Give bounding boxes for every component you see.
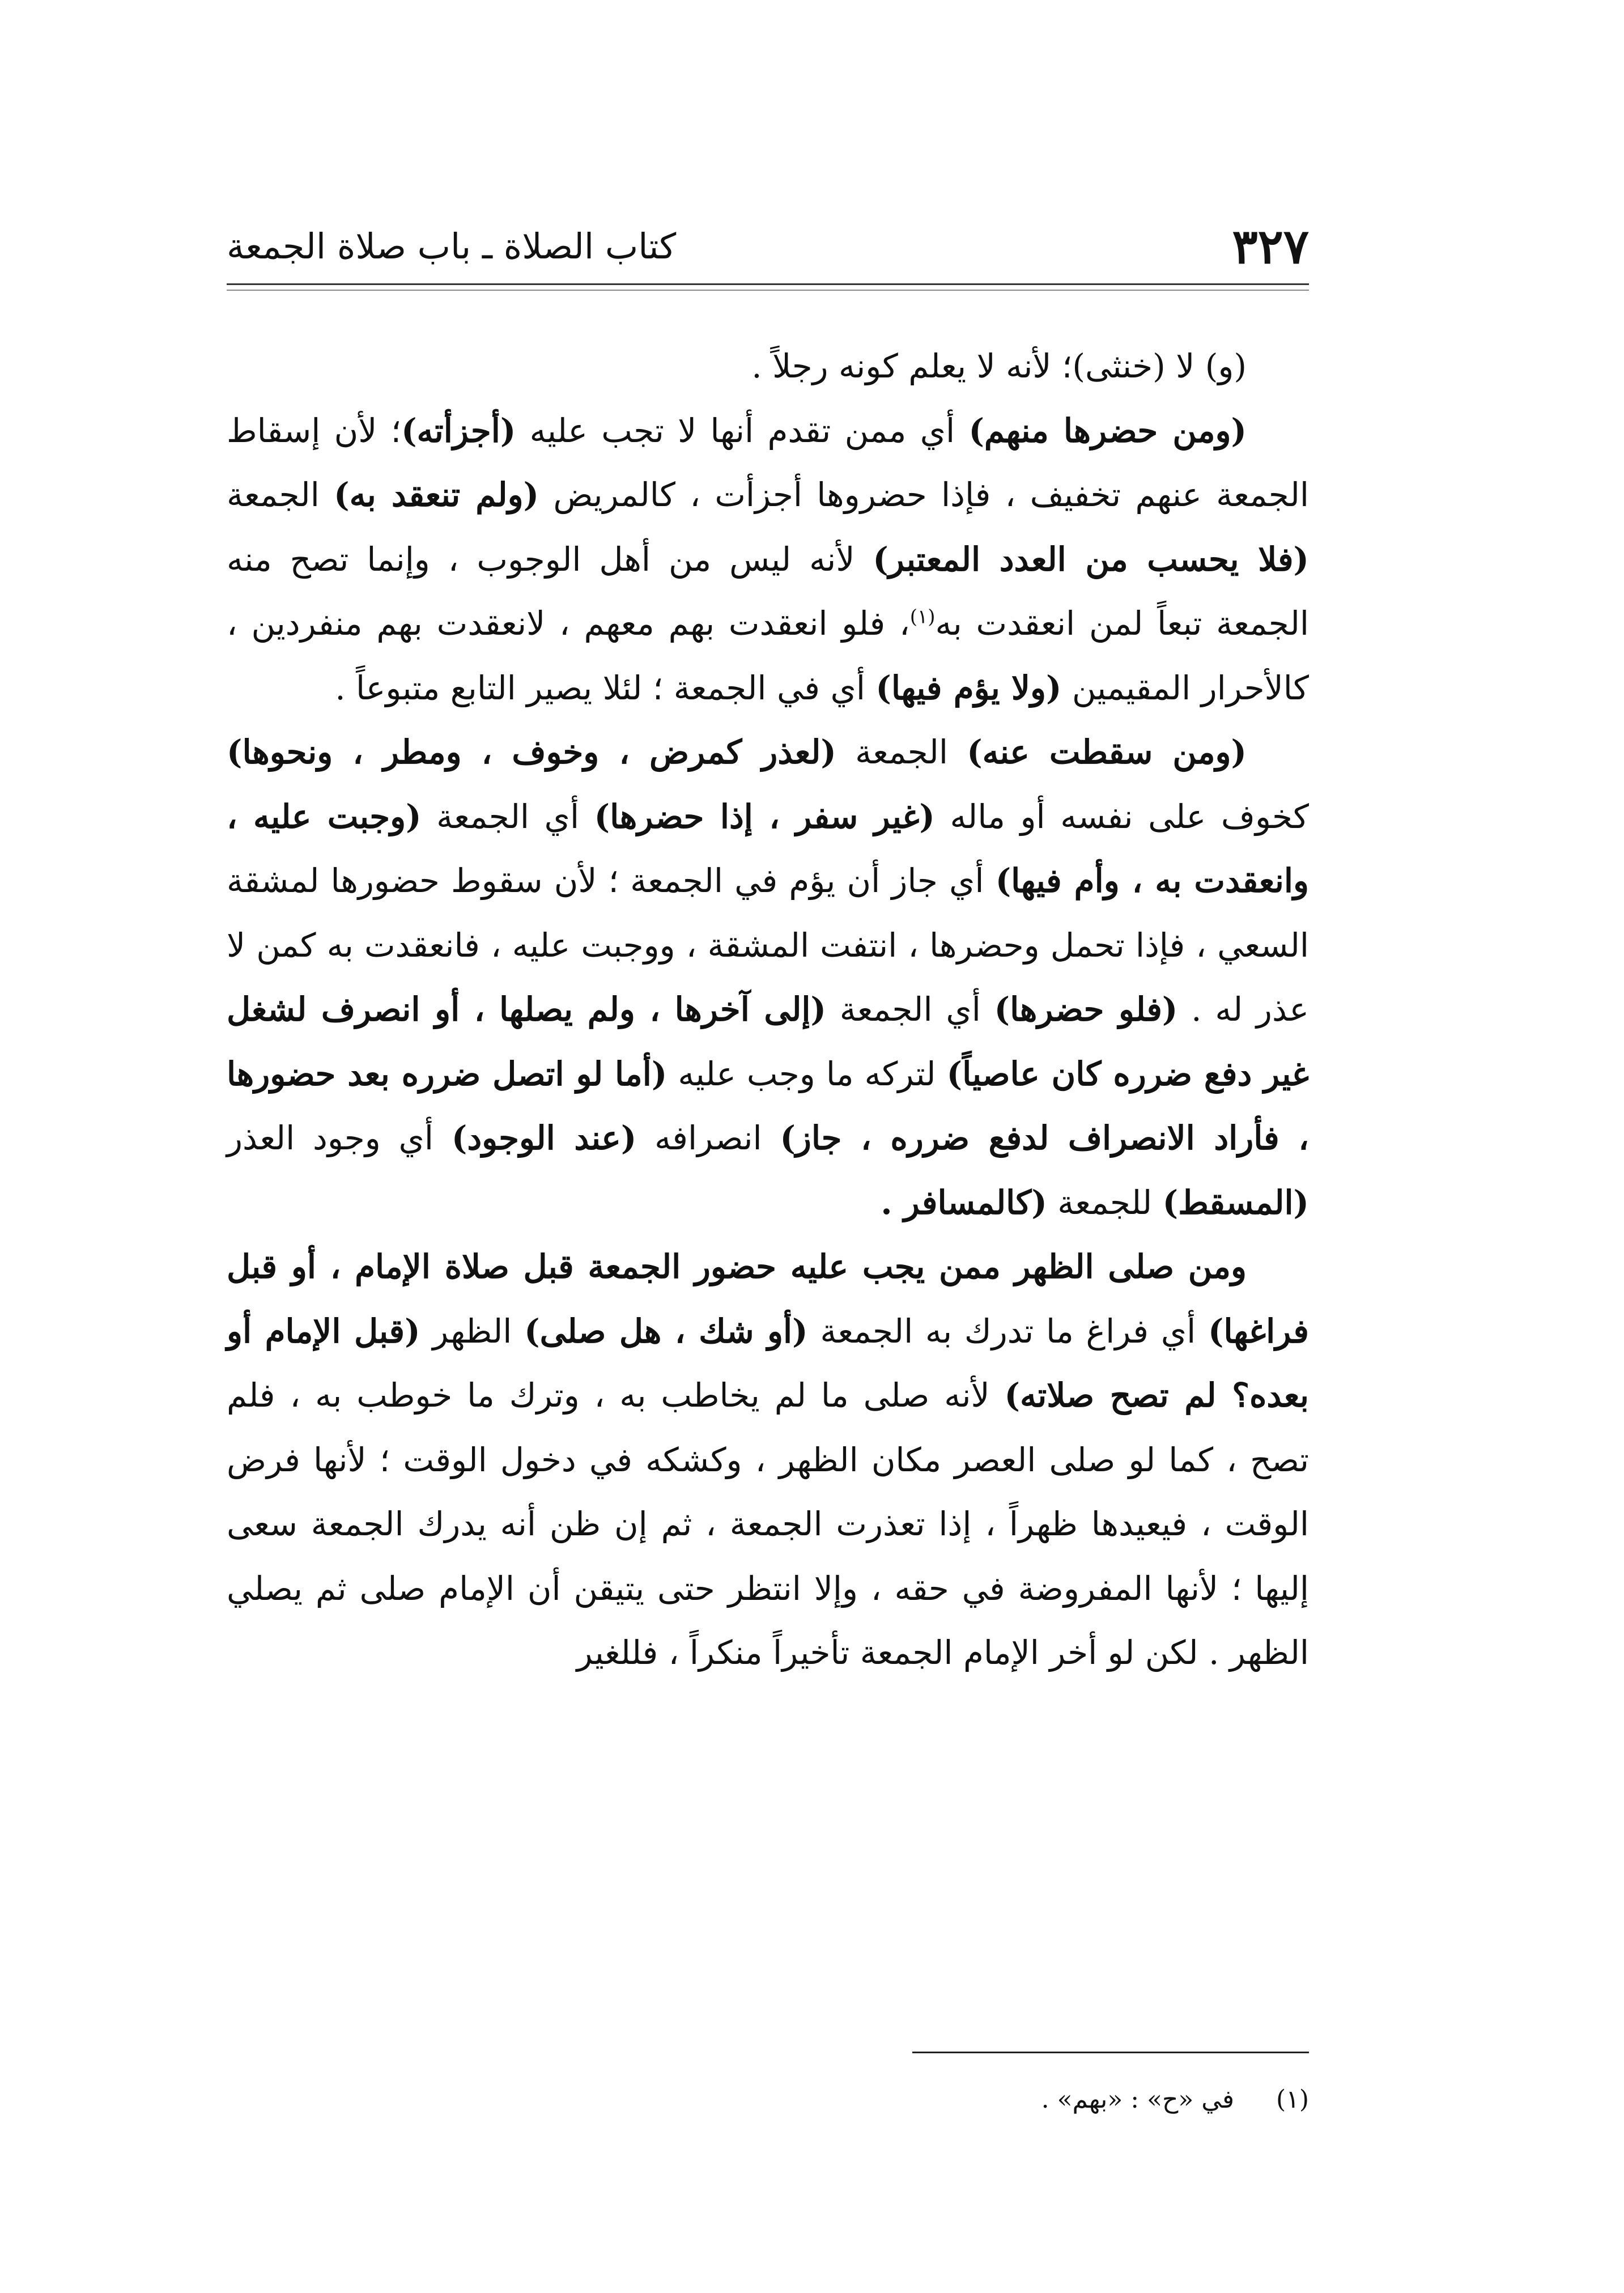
bold-text: (أو شك ، هل صلى) [524,1311,808,1351]
running-title: كتاب الصلاة ـ باب صلاة الجمعة [227,226,677,267]
bold-text: (لعذر كمرض ، وخوف ، ومطر ، ونحوها) [227,733,836,771]
main-text [227,334,1309,1685]
text-run: أي جاز أن يؤم في الجمعة ؛ لأن سقوط حضورها لمشقة السعي ، فإذا تحمل وحضرها ، انتفت المشقة ، ووجبت عليه ، فانعقدت به كمن لا عذر له . [227,861,1309,1029]
bold-text: (ولم تنعقد به) [334,475,539,514]
text-run: الجمعة [227,475,334,514]
text-run: أي الجمعة [421,797,594,836]
bold-text: (فلو حضرها) [994,990,1178,1029]
text-run: لتركه ما وجب عليه [667,1054,947,1093]
bold-text: ومن صلى الظهر ممن يجب عليه حضور الجمعة قبل صلاة الإمام ، أو قبل فراغها) [227,1247,1309,1351]
text-run: أي فراغ ما تدرك به الجمعة [807,1311,1208,1351]
paragraph [227,720,1309,1235]
text-run: (و) لا (خنثى)؛ لأنه لا يعلم كونه رجلاً . [751,347,1247,385]
text-run: أي الجمعة [826,990,994,1029]
bold-text: (عند الوجود) [451,1119,637,1157]
bold-text: (ومن سقطت عنه) [967,733,1247,771]
bold-text: (كالمسافر . [881,1183,1047,1222]
footnote [227,2080,1309,2120]
bold-text: (ولا يؤم فيها) [875,668,1062,707]
text-run: أي ممن تقدم أنها لا تجب عليه [516,411,969,450]
bold-text: (غير سفر ، إذا حضرها) [594,797,935,836]
bold-text: (أما لو اتصل ضرره بعد حضورها ، فأراد الانصراف لدفع ضرره ، جاز) [227,1054,1309,1157]
text-run: لأنه صلى ما لم يخاطب به ، وترك ما خوطب به ، فلم تصح ، كما لو صلى العصر مكان الظهر ، وكشكه في دخول الوقت ؛ لأنها فرض الوقت ، فيعيدها ظهراً ، إذا تعذرت الجمعة ، ثم إن ظن أنه يدرك الجمعة سعى إليها ؛ لأنها المفروضة في حقه ، وإلا انتظر حتى يتيقن أن الإمام صلى ثم يصلي الظهر . لكن لو أخر الإمام الجمعة تأخيراً منكراً ، فللغير [227,1376,1309,1672]
bold-text: (إلى آخرها ، ولم يصلها ، أو انصرف لشغل غير دفع ضرره كان عاصياً) [227,990,1310,1093]
bold-text: (ومن حضرها منهم) [968,411,1247,450]
text-run: ، فلو انعقدت بهم معهم ، لانعقدت بهم منفردين ، كالأحرار المقيمين [227,604,1309,707]
text-run: أي وجود العذر [227,1119,452,1157]
bold-text: (أجزأته) [401,411,516,450]
paragraph [227,399,1309,721]
text-run: الجمعة [836,733,967,771]
page-header [227,215,1309,278]
text-run: لأنه ليس من أهل الوجوب ، وإنما تصح منه الجمعة تبعاً لمن انعقدت به [227,540,1310,643]
bold-text: (قبل الإمام أو بعده؟ لم تصح صلاته) [227,1311,1309,1415]
footnote-number: (١) [1276,2085,1309,2114]
header-rule [227,283,1309,291]
bold-text: (وجبت عليه ، وانعقدت به ، وأم فيها) [227,797,1309,900]
page-number: ٣٢٧ [1232,218,1309,274]
text-run: أي في الجمعة ؛ لئلا يصير التابع متبوعاً . [335,668,876,707]
text-run: كخوف على نفسه أو ماله [934,797,1310,836]
text-run: انصرافه [636,1119,780,1157]
footnote-rule [912,2052,1309,2053]
text-run: ؛ لأن إسقاط الجمعة عنهم تخفيف ، فإذا حضروها أجزأت ، كالمريض [227,411,1309,514]
paragraph [227,1235,1309,1685]
paragraph [227,334,1309,399]
footnote-ref: (١) [909,605,936,629]
bold-text: (فلا يحسب من العدد المعتبر) [873,540,1310,579]
bold-text: (المسقط) [1162,1183,1309,1222]
text-run: الظهر [420,1311,525,1351]
text-run: للجمعة [1047,1183,1163,1222]
footnote-text: في «ح» : «بهم» . [1041,2085,1235,2114]
